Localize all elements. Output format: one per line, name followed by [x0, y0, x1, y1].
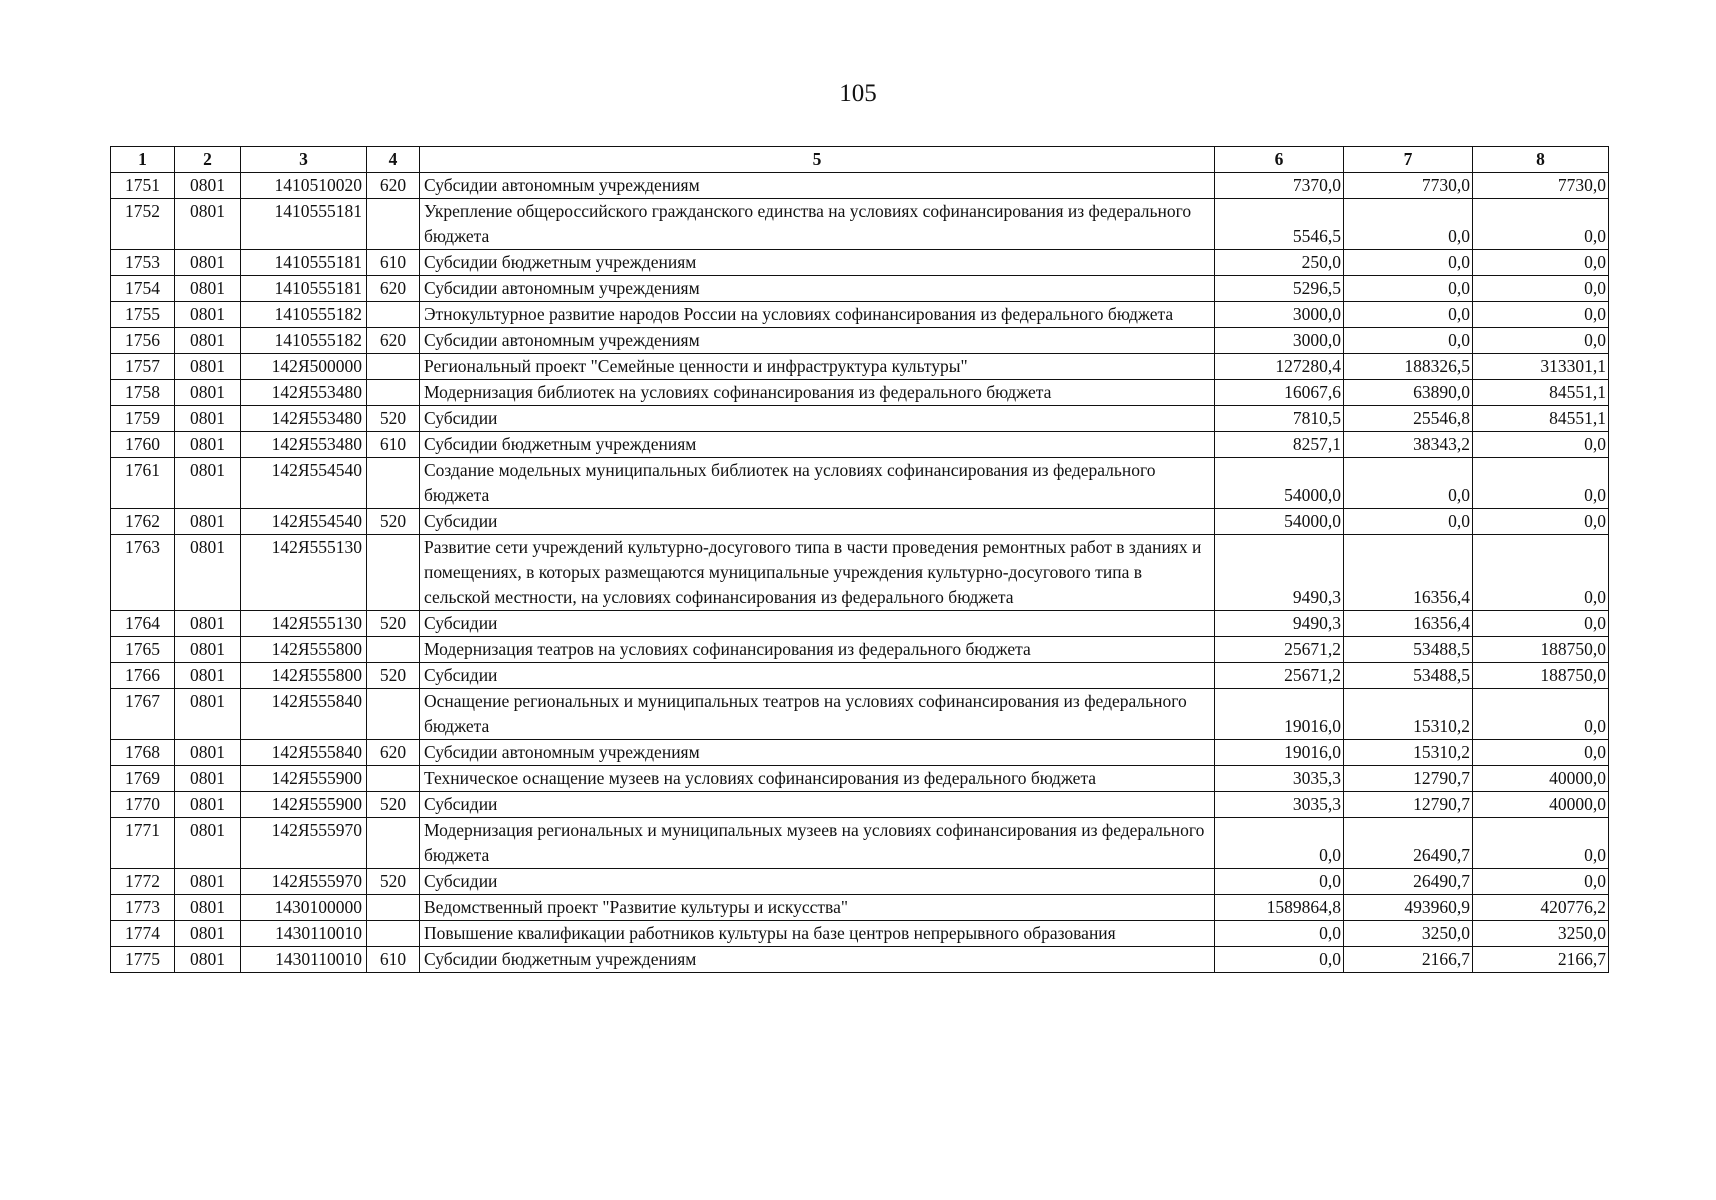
expense-type-cell: 520 — [367, 406, 420, 432]
amount-col7-cell: 53488,5 — [1344, 663, 1473, 689]
amount-col6-cell: 250,0 — [1215, 250, 1344, 276]
amount-col8-cell: 188750,0 — [1473, 663, 1609, 689]
amount-col6-cell: 5546,5 — [1215, 199, 1344, 250]
item-name-cell: Субсидии бюджетным учреждениям — [420, 947, 1215, 973]
amount-col8-cell: 7730,0 — [1473, 173, 1609, 199]
table-row — [111, 302, 1609, 328]
table-row — [111, 921, 1609, 947]
column-header: 3 — [241, 147, 367, 173]
amount-col8-cell: 0,0 — [1473, 535, 1609, 611]
amount-col6-cell: 0,0 — [1215, 921, 1344, 947]
amount-col8-cell: 313301,1 — [1473, 354, 1609, 380]
item-name-cell: Модернизация театров на условиях софинансирования из федерального бюджета — [420, 637, 1215, 663]
target-code-cell: 142Я555130 — [241, 535, 367, 611]
section-code-cell: 0801 — [175, 637, 241, 663]
amount-col7-cell: 3250,0 — [1344, 921, 1473, 947]
section-code-cell: 0801 — [175, 611, 241, 637]
item-name-cell: Субсидии автономным учреждениям — [420, 173, 1215, 199]
target-code-cell: 1410555181 — [241, 276, 367, 302]
expense-type-cell — [367, 921, 420, 947]
row-number-cell: 1766 — [111, 663, 175, 689]
column-header: 8 — [1473, 147, 1609, 173]
amount-col8-cell: 0,0 — [1473, 869, 1609, 895]
row-number-cell: 1764 — [111, 611, 175, 637]
amount-col6-cell: 19016,0 — [1215, 740, 1344, 766]
section-code-cell: 0801 — [175, 509, 241, 535]
row-number-cell: 1758 — [111, 380, 175, 406]
amount-col7-cell: 0,0 — [1344, 328, 1473, 354]
amount-col8-cell: 188750,0 — [1473, 637, 1609, 663]
amount-col7-cell: 26490,7 — [1344, 818, 1473, 869]
expense-type-cell: 520 — [367, 869, 420, 895]
expense-type-cell — [367, 380, 420, 406]
row-number-cell: 1775 — [111, 947, 175, 973]
row-number-cell: 1767 — [111, 689, 175, 740]
expense-type-cell: 610 — [367, 250, 420, 276]
amount-col7-cell: 0,0 — [1344, 250, 1473, 276]
table-row — [111, 406, 1609, 432]
amount-col6-cell: 1589864,8 — [1215, 895, 1344, 921]
amount-col8-cell: 0,0 — [1473, 250, 1609, 276]
expense-type-cell: 620 — [367, 328, 420, 354]
amount-col7-cell: 2166,7 — [1344, 947, 1473, 973]
target-code-cell: 142Я554540 — [241, 509, 367, 535]
amount-col6-cell: 5296,5 — [1215, 276, 1344, 302]
amount-col6-cell: 25671,2 — [1215, 663, 1344, 689]
target-code-cell: 142Я555970 — [241, 818, 367, 869]
amount-col7-cell: 16356,4 — [1344, 535, 1473, 611]
target-code-cell: 142Я553480 — [241, 432, 367, 458]
section-code-cell: 0801 — [175, 663, 241, 689]
amount-col6-cell: 8257,1 — [1215, 432, 1344, 458]
column-header: 1 — [111, 147, 175, 173]
item-name-cell: Этнокультурное развитие народов России на условиях софинансирования из федерального бюджета — [420, 302, 1215, 328]
amount-col7-cell: 0,0 — [1344, 302, 1473, 328]
section-code-cell: 0801 — [175, 869, 241, 895]
target-code-cell: 142Я555130 — [241, 611, 367, 637]
amount-col7-cell: 26490,7 — [1344, 869, 1473, 895]
amount-col6-cell: 7810,5 — [1215, 406, 1344, 432]
amount-col8-cell: 0,0 — [1473, 199, 1609, 250]
column-header: 2 — [175, 147, 241, 173]
table-row — [111, 689, 1609, 740]
row-number-cell: 1757 — [111, 354, 175, 380]
row-number-cell: 1763 — [111, 535, 175, 611]
row-number-cell: 1755 — [111, 302, 175, 328]
amount-col8-cell: 0,0 — [1473, 818, 1609, 869]
expense-type-cell: 620 — [367, 276, 420, 302]
amount-col7-cell: 0,0 — [1344, 276, 1473, 302]
table-row — [111, 380, 1609, 406]
table-row — [111, 509, 1609, 535]
amount-col6-cell: 25671,2 — [1215, 637, 1344, 663]
amount-col8-cell: 0,0 — [1473, 328, 1609, 354]
amount-col6-cell: 0,0 — [1215, 947, 1344, 973]
row-number-cell: 1773 — [111, 895, 175, 921]
item-name-cell: Субсидии бюджетным учреждениям — [420, 432, 1215, 458]
row-number-cell: 1765 — [111, 637, 175, 663]
target-code-cell: 142Я555800 — [241, 663, 367, 689]
amount-col8-cell: 420776,2 — [1473, 895, 1609, 921]
amount-col7-cell: 25546,8 — [1344, 406, 1473, 432]
section-code-cell: 0801 — [175, 328, 241, 354]
item-name-cell: Субсидии — [420, 869, 1215, 895]
table-row — [111, 458, 1609, 509]
table-row — [111, 766, 1609, 792]
item-name-cell: Создание модельных муниципальных библиотек на условиях софинансирования из федерального бюджета — [420, 458, 1215, 509]
target-code-cell: 142Я500000 — [241, 354, 367, 380]
amount-col8-cell: 2166,7 — [1473, 947, 1609, 973]
table-row — [111, 818, 1609, 869]
amount-col8-cell: 3250,0 — [1473, 921, 1609, 947]
item-name-cell: Субсидии — [420, 509, 1215, 535]
item-name-cell: Субсидии автономным учреждениям — [420, 328, 1215, 354]
target-code-cell: 142Я555900 — [241, 792, 367, 818]
expense-type-cell — [367, 458, 420, 509]
item-name-cell: Субсидии — [420, 406, 1215, 432]
amount-col8-cell: 84551,1 — [1473, 380, 1609, 406]
target-code-cell: 1410510020 — [241, 173, 367, 199]
expense-type-cell — [367, 302, 420, 328]
section-code-cell: 0801 — [175, 535, 241, 611]
expense-type-cell — [367, 895, 420, 921]
column-header: 6 — [1215, 147, 1344, 173]
table-row — [111, 199, 1609, 250]
target-code-cell: 142Я555840 — [241, 740, 367, 766]
section-code-cell: 0801 — [175, 276, 241, 302]
row-number-cell: 1762 — [111, 509, 175, 535]
amount-col6-cell: 3035,3 — [1215, 792, 1344, 818]
amount-col7-cell: 38343,2 — [1344, 432, 1473, 458]
table-row — [111, 637, 1609, 663]
amount-col7-cell: 0,0 — [1344, 509, 1473, 535]
target-code-cell: 1410555182 — [241, 328, 367, 354]
amount-col8-cell: 0,0 — [1473, 611, 1609, 637]
amount-col6-cell: 9490,3 — [1215, 611, 1344, 637]
item-name-cell: Оснащение региональных и муниципальных театров на условиях софинансирования из федерального бюджета — [420, 689, 1215, 740]
item-name-cell: Развитие сети учреждений культурно-досугового типа в части проведения ремонтных работ в зданиях и помещениях, в которых размещаются муниципальные учреждения культурно-досугового типа в сельской местности, на условиях софинансирования из федерального бюджета — [420, 535, 1215, 611]
row-number-cell: 1759 — [111, 406, 175, 432]
target-code-cell: 142Я553480 — [241, 380, 367, 406]
row-number-cell: 1772 — [111, 869, 175, 895]
section-code-cell: 0801 — [175, 818, 241, 869]
table-row — [111, 354, 1609, 380]
target-code-cell: 1410555181 — [241, 199, 367, 250]
row-number-cell: 1760 — [111, 432, 175, 458]
amount-col8-cell: 40000,0 — [1473, 766, 1609, 792]
target-code-cell: 1410555181 — [241, 250, 367, 276]
table-row — [111, 276, 1609, 302]
section-code-cell: 0801 — [175, 792, 241, 818]
expense-type-cell: 520 — [367, 663, 420, 689]
amount-col6-cell: 3035,3 — [1215, 766, 1344, 792]
row-number-cell: 1753 — [111, 250, 175, 276]
expense-type-cell — [367, 818, 420, 869]
table-row — [111, 611, 1609, 637]
section-code-cell: 0801 — [175, 302, 241, 328]
item-name-cell: Субсидии бюджетным учреждениям — [420, 250, 1215, 276]
table-row — [111, 432, 1609, 458]
target-code-cell: 142Я555970 — [241, 869, 367, 895]
row-number-cell: 1751 — [111, 173, 175, 199]
amount-col8-cell: 40000,0 — [1473, 792, 1609, 818]
amount-col6-cell: 54000,0 — [1215, 458, 1344, 509]
table-row — [111, 535, 1609, 611]
section-code-cell: 0801 — [175, 921, 241, 947]
column-header: 7 — [1344, 147, 1473, 173]
row-number-cell: 1754 — [111, 276, 175, 302]
table-row — [111, 792, 1609, 818]
item-name-cell: Техническое оснащение музеев на условиях софинансирования из федерального бюджета — [420, 766, 1215, 792]
section-code-cell: 0801 — [175, 689, 241, 740]
amount-col7-cell: 188326,5 — [1344, 354, 1473, 380]
item-name-cell: Субсидии — [420, 663, 1215, 689]
amount-col7-cell: 493960,9 — [1344, 895, 1473, 921]
section-code-cell: 0801 — [175, 380, 241, 406]
amount-col6-cell: 127280,4 — [1215, 354, 1344, 380]
table-header-row — [111, 147, 1609, 173]
table-row — [111, 947, 1609, 973]
target-code-cell: 1430100000 — [241, 895, 367, 921]
item-name-cell: Субсидии — [420, 611, 1215, 637]
amount-col7-cell: 15310,2 — [1344, 689, 1473, 740]
section-code-cell: 0801 — [175, 766, 241, 792]
amount-col7-cell: 16356,4 — [1344, 611, 1473, 637]
amount-col7-cell: 12790,7 — [1344, 792, 1473, 818]
section-code-cell: 0801 — [175, 250, 241, 276]
table-row — [111, 328, 1609, 354]
amount-col7-cell: 0,0 — [1344, 199, 1473, 250]
amount-col8-cell: 0,0 — [1473, 276, 1609, 302]
budget-table — [110, 146, 1609, 973]
section-code-cell: 0801 — [175, 199, 241, 250]
amount-col8-cell: 0,0 — [1473, 740, 1609, 766]
table-row — [111, 740, 1609, 766]
amount-col6-cell: 0,0 — [1215, 869, 1344, 895]
row-number-cell: 1771 — [111, 818, 175, 869]
item-name-cell: Укрепление общероссийского гражданского единства на условиях софинансирования из федерального бюджета — [420, 199, 1215, 250]
row-number-cell: 1761 — [111, 458, 175, 509]
target-code-cell: 142Я555900 — [241, 766, 367, 792]
row-number-cell: 1768 — [111, 740, 175, 766]
section-code-cell: 0801 — [175, 406, 241, 432]
section-code-cell: 0801 — [175, 458, 241, 509]
expense-type-cell — [367, 354, 420, 380]
row-number-cell: 1752 — [111, 199, 175, 250]
amount-col8-cell: 84551,1 — [1473, 406, 1609, 432]
expense-type-cell: 620 — [367, 173, 420, 199]
section-code-cell: 0801 — [175, 740, 241, 766]
amount-col6-cell: 19016,0 — [1215, 689, 1344, 740]
expense-type-cell — [367, 766, 420, 792]
item-name-cell: Региональный проект "Семейные ценности и инфраструктура культуры" — [420, 354, 1215, 380]
expense-type-cell: 620 — [367, 740, 420, 766]
row-number-cell: 1756 — [111, 328, 175, 354]
target-code-cell: 142Я553480 — [241, 406, 367, 432]
amount-col8-cell: 0,0 — [1473, 302, 1609, 328]
amount-col6-cell: 54000,0 — [1215, 509, 1344, 535]
amount-col6-cell: 3000,0 — [1215, 302, 1344, 328]
row-number-cell: 1770 — [111, 792, 175, 818]
section-code-cell: 0801 — [175, 432, 241, 458]
item-name-cell: Повышение квалификации работников культуры на базе центров непрерывного образования — [420, 921, 1215, 947]
target-code-cell: 142Я555840 — [241, 689, 367, 740]
expense-type-cell: 520 — [367, 509, 420, 535]
amount-col6-cell: 7370,0 — [1215, 173, 1344, 199]
amount-col7-cell: 63890,0 — [1344, 380, 1473, 406]
table-body — [111, 173, 1609, 973]
amount-col6-cell: 0,0 — [1215, 818, 1344, 869]
amount-col8-cell: 0,0 — [1473, 458, 1609, 509]
item-name-cell: Модернизация библиотек на условиях софинансирования из федерального бюджета — [420, 380, 1215, 406]
target-code-cell: 1430110010 — [241, 947, 367, 973]
table-row — [111, 173, 1609, 199]
column-header: 4 — [367, 147, 420, 173]
item-name-cell: Модернизация региональных и муниципальных музеев на условиях софинансирования из федерального бюджета — [420, 818, 1215, 869]
table-row — [111, 250, 1609, 276]
row-number-cell: 1769 — [111, 766, 175, 792]
section-code-cell: 0801 — [175, 173, 241, 199]
target-code-cell: 142Я554540 — [241, 458, 367, 509]
table-row — [111, 895, 1609, 921]
amount-col8-cell: 0,0 — [1473, 689, 1609, 740]
row-number-cell: 1774 — [111, 921, 175, 947]
expense-type-cell — [367, 689, 420, 740]
item-name-cell: Субсидии автономным учреждениям — [420, 276, 1215, 302]
target-code-cell: 142Я555800 — [241, 637, 367, 663]
section-code-cell: 0801 — [175, 895, 241, 921]
expense-type-cell: 610 — [367, 947, 420, 973]
expense-type-cell: 520 — [367, 792, 420, 818]
item-name-cell: Ведомственный проект "Развитие культуры и искусства" — [420, 895, 1215, 921]
section-code-cell: 0801 — [175, 947, 241, 973]
target-code-cell: 1410555182 — [241, 302, 367, 328]
expense-type-cell — [367, 199, 420, 250]
expense-type-cell: 610 — [367, 432, 420, 458]
column-header: 5 — [420, 147, 1215, 173]
expense-type-cell — [367, 535, 420, 611]
section-code-cell: 0801 — [175, 354, 241, 380]
amount-col7-cell: 53488,5 — [1344, 637, 1473, 663]
expense-type-cell: 520 — [367, 611, 420, 637]
amount-col7-cell: 12790,7 — [1344, 766, 1473, 792]
target-code-cell: 1430110010 — [241, 921, 367, 947]
amount-col8-cell: 0,0 — [1473, 509, 1609, 535]
item-name-cell: Субсидии — [420, 792, 1215, 818]
amount-col7-cell: 7730,0 — [1344, 173, 1473, 199]
amount-col6-cell: 9490,3 — [1215, 535, 1344, 611]
amount-col7-cell: 0,0 — [1344, 458, 1473, 509]
table-row — [111, 869, 1609, 895]
amount-col6-cell: 3000,0 — [1215, 328, 1344, 354]
item-name-cell: Субсидии автономным учреждениям — [420, 740, 1215, 766]
expense-type-cell — [367, 637, 420, 663]
table-row — [111, 663, 1609, 689]
amount-col8-cell: 0,0 — [1473, 432, 1609, 458]
page-number: 105 — [839, 80, 877, 107]
amount-col7-cell: 15310,2 — [1344, 740, 1473, 766]
amount-col6-cell: 16067,6 — [1215, 380, 1344, 406]
